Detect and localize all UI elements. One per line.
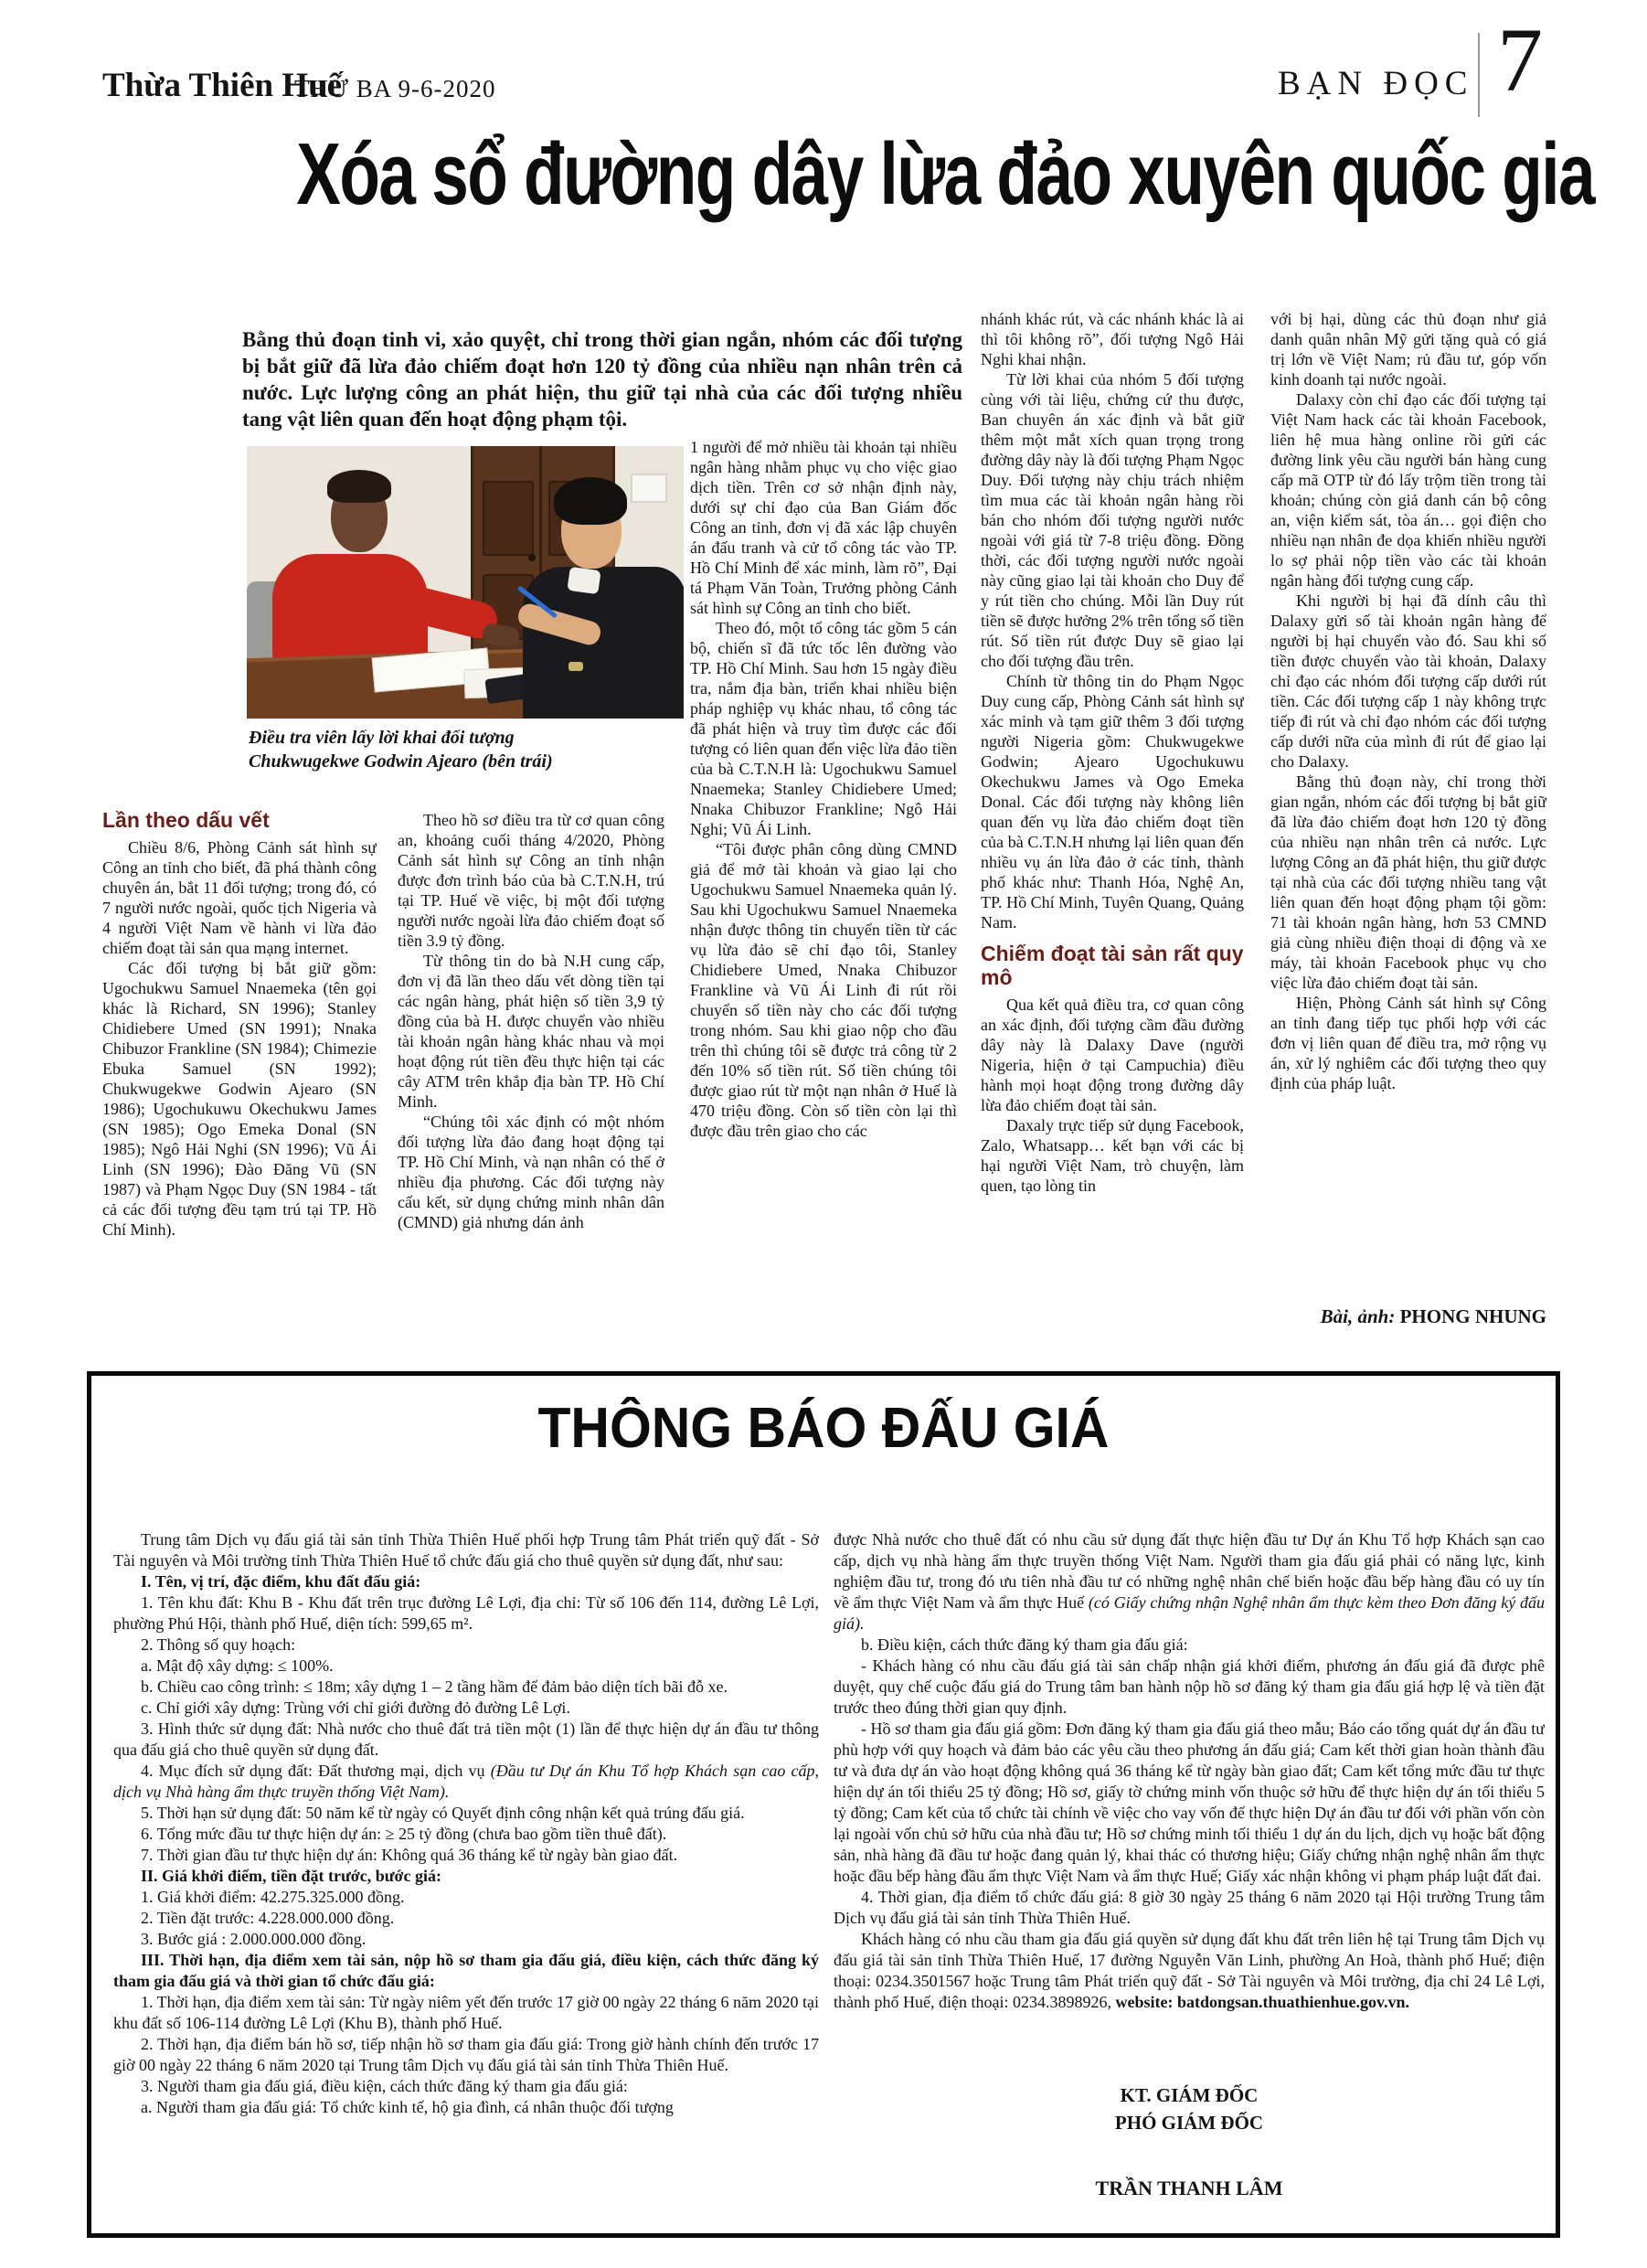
article-paragraph: Các đối tượng bị bắt giữ gồm: Ugochukwu Samuel Nnaemeka (tên gọi khác là Richard, SN 1996); Stanley Chidiebere Umed (SN 1991); Nnaka Chibuzor Frankline (SN 1984); Chimezie Ebuka Samuel (SN 1992); Chukwugekwe Godwin Ajearo (SN 1986); Ugochukuwu Okechukwu James (SN 1985); Ogo Emeka Donal (SN 1985); Ngô Hải Nghi (SN 1996); Vũ Ái Linh (SN 1996); Đào Đăng Vũ (SN 1987) và Phạm Ngọc Duy (SN 1984 - tất cả các đối tượng đều tạm trú tại TP. Hồ Chí Minh). — [102, 959, 377, 1239]
article-column-4 — [981, 309, 1244, 1348]
notice-heading-1: I. Tên, vị trí, đặc điểm, khu đất đấu giá: — [141, 1572, 421, 1591]
article-headline-text: Xóa sổ đường dây lừa đảo xuyên quốc gia — [296, 125, 1595, 223]
photo-caption-line1: Điều tra viên lấy lời khai đối tượng — [249, 728, 515, 748]
photo-door-knob — [528, 554, 536, 561]
notice-paragraph: b. Điều kiện, cách thức đăng ký tham gia đấu giá: — [861, 1635, 1188, 1654]
notice-website-bold: website: batdongsan.thuathienhue.gov.vn. — [1115, 1993, 1410, 2011]
notice-paragraph: 6. Tổng mức đầu tư thực hiện dự án: ≥ 25 tỷ đồng (chưa bao gồm tiền thuê đất). — [141, 1825, 667, 1843]
auction-notice-title — [91, 1396, 1556, 1461]
notice-paragraph: c. Chỉ giới xây dựng: Trùng với chỉ giới đường đỏ đường Lê Lợi. — [141, 1698, 570, 1717]
notice-text-italic: (có Giấy chứng nhận Nghệ nhân ẩm thực kèm theo Đơn đăng ký đấu giá). — [834, 1593, 1545, 1633]
notice-paragraph: a. Mật độ xây dựng: ≤ 100%. — [141, 1656, 334, 1675]
article-paragraph: Hiện, Phòng Cảnh sát hình sự Công an tỉnh đang tiếp tục phối hợp với các đơn vị liên quan để điều tra, mở rộng vụ án, xử lý nghiêm các đối tượng theo quy định của pháp luật. — [1270, 994, 1546, 1092]
byline-prefix: Bài, ảnh: — [1320, 1305, 1396, 1327]
edition-date: THỨ BA 9-6-2020 — [294, 75, 496, 102]
article-lead: Bằng thủ đoạn tinh vi, xảo quyệt, chỉ trong thời gian ngắn, nhóm các đối tượng bị bắt giữ đã lừa đảo chiếm đoạt hơn 120 tỷ đồng của nhiều nạn nhân trên cả nước. Lực lượng công an phát hiện, thu giữ tại nhà của các đối tượng nhiều tang vật liên quan đến hoạt động phạm tội. — [242, 328, 962, 431]
notice-paragraph — [834, 1929, 1545, 2013]
article-paragraph: 1 người để mở nhiều tài khoản tại nhiều ngân hàng nhằm phục vụ cho việc giao dịch tiền. Trên cơ sở nhận định này, dưới sự chỉ đạo của Ban Giám đốc Công an tỉnh, đơn vị đã xác lập chuyên án đấu tranh và cử tổ công tác vào TP. Hồ Chí Minh để xác minh, làm rõ”, Đại tá Phạm Văn Toàn, Trưởng phòng Cảnh sát hình sự Công an tỉnh cho biết. — [690, 438, 957, 617]
photo-person-right-body — [523, 567, 684, 719]
notice-paragraph: 7. Thời gian đầu tư thực hiện dự án: Không quá 36 tháng kể từ ngày bàn giao đất. — [141, 1846, 678, 1864]
notice-paragraph: 2. Tiền đặt trước: 4.228.000.000 đồng. — [141, 1909, 395, 1927]
article-paragraph: Từ lời khai của nhóm 5 đối tượng cùng với tài liệu, chứng cứ thu được, Ban chuyên án xác định và bắt giữ thêm một mắt xích quan trọng trong đường dây này là đối tượng Phạm Ngọc Duy. Đối tượng này chịu trách nhiệm tìm mua các tài khoản ngân hàng rồi bán cho nhóm đối tượng người nước ngoài với giá từ 7-8 triệu đồng. Đồng thời, các đối tượng người nước ngoài này cũng giao lại tài khoản cho Duy để y rút tiền cho chúng. Mỗi lần Duy rút tiền sẽ được hưởng 2% trên tổng số tiền rút. Số tiền rút được Duy sẽ giao lại cho đối tượng đầu trên. — [981, 370, 1244, 670]
photo-wall-vent — [631, 474, 667, 503]
photo-caption-line2: Chukwugekwe Godwin Ajearo (bên trái) — [249, 751, 553, 772]
notice-paragraph: b. Chiều cao công trình: ≤ 18m; xây dựng 1 – 2 tầng hầm để đảm bảo diện tích bãi đỗ xe. — [141, 1677, 728, 1696]
notice-paragraph: - Hồ sơ tham gia đấu giá gồm: Đơn đăng ký tham gia đấu giá theo mẫu; Báo cáo tổng quát dự án đầu tư phù hợp với quy hoạch và đảm bảo các yêu cầu theo phương án đấu giá; Cam kết thời gian hoàn thành đầu tư và đưa dự án vào hoạt động không quá 36 tháng kể từ ngày bàn giao đất; Cam kết tổng mức đầu tư thực hiện dự án tối thiểu 25 tỷ đồng; Hồ sơ, giấy tờ chứng minh vốn thuộc sở hữu để thực hiện dự án tối thiểu 5 tỷ đồng; Cam kết của tổ chức tài chính về việc cho vay vốn để thực hiện Dự án đầu tư đối với phần vốn còn lại ngoài vốn chủ sở hữu của nhà đầu tư; Hồ sơ chứng minh tối thiểu 1 dự án du lịch, dịch vụ hoặc bất động sản, nhà hàng đã đầu tư hoặc đang quản lý, khai thác có thương hiệu; Giấy chứng nhận nghệ nhân ẩm thực hoặc đầu bếp hàng đầu ẩm thực Việt Nam và ẩm thực Huế; Giấy xác nhận không vi phạm pháp luật đất đai. — [834, 1720, 1545, 1885]
masthead-logo: Thừa Thiên Huế — [102, 67, 343, 104]
notice-paragraph: - Khách hàng có nhu cầu đấu giá tài sản chấp nhận giá khởi điểm, phương án đấu giá đã được phê duyệt, quy chế cuộc đấu giá do Trung tâm ban hành nộp hồ sơ đăng ký tham gia đấu giá hợp lệ và tiền đặt trước theo đúng thời gian quy định. — [834, 1656, 1545, 1717]
article-byline — [1270, 1305, 1546, 1328]
photo-caption — [249, 726, 687, 773]
notice-paragraph: 2. Thông số quy hoạch: — [141, 1635, 296, 1654]
notice-paragraph: a. Người tham gia đấu giá: Tổ chức kinh tế, hộ gia đình, cá nhân thuộc đối tượng — [141, 2098, 674, 2116]
header-divider — [1478, 33, 1480, 117]
article-paragraph: với bị hại, dùng các thủ đoạn như giả danh quân nhân Mỹ gửi tặng quà có giá trị lớn về Việt Nam; rủ đầu tư, góp vốn kinh doanh tại nước ngoài. — [1270, 310, 1546, 389]
article-paragraph: “Tôi được phân công dùng CMND giả để mở tài khoản và giao lại cho Ugochukwu Samuel Nnaemeka quản lý. Sau khi Ugochukwu Samuel Nnaemeka nhận được thông tin chuyển tiền từ các vụ lừa đảo sẽ chỉ đạo tôi, Stanley Chidiebere Umed, Nnaka Chibuzor Frankline và Vũ Ái Linh đi rút rồi chuyển số tiền này cho các đối tượng trong nhóm. Sau khi giao nộp cho đầu trên thì chúng tôi sẽ được trả công từ 2 đến 10% số tiền rút. Số tiền chúng tôi được giao rút từ một nạn nhân ở Huế là 470 triệu đồng. Còn số tiền còn lại thì được đầu trên giao cho các — [690, 840, 957, 1140]
auction-notice-column-right — [834, 1529, 1545, 2078]
notice-signature-block — [834, 2082, 1545, 2202]
notice-paragraph — [113, 1761, 819, 1803]
photo-watch — [568, 662, 583, 671]
notice-text-italic: (Đầu tư Dự án Khu Tổ hợp Khách sạn cao cấp, dịch vụ Nhà hàng ẩm thực truyền thống Việt Nam). — [113, 1762, 819, 1801]
section-name: BẠN ĐỌC — [1278, 65, 1474, 102]
article-paragraph: Chính từ thông tin do Phạm Ngọc Duy cung cấp, Phòng Cảnh sát hình sự xác minh và tạm giữ thêm 3 đối tượng người Nigeria gồm: Chukwugekwe Godwin; Ajearo Ugochukuwu Okechukwu James và Ogo Emeka Donal. Các đối tượng này không liên quan đến vụ lừa đảo chiếm đoạt tiền của bà C.T.N.H nhưng lại liên quan đến nhiều vụ án lừa đảo ở các tỉnh, thành phố khác như: Thanh Hóa, Nghệ An, TP. Hồ Chí Minh, Tuyên Quang, Quảng Nam. — [981, 672, 1244, 932]
notice-text: 4. Mục đích sử dụng đất: Đất thương mại, dịch vụ — [141, 1762, 491, 1780]
article-column-2 — [398, 810, 664, 1351]
notice-paragraph: 5. Thời hạn sử dụng đất: 50 năm kể từ ngày có Quyết định công nhận kết quả trúng đấu giá. — [141, 1804, 745, 1822]
notice-paragraph: 3. Người tham gia đấu giá, điều kiện, cách thức đăng ký tham gia đấu giá: — [141, 2077, 628, 2095]
signature-title-line1: KT. GIÁM ĐỐC — [1120, 2084, 1259, 2106]
notice-text: Khách hàng có nhu cầu tham gia đấu giá quyền sử dụng đất khu đất trên liên hệ tại Trung tâm Dịch vụ đấu giá tài sản tỉnh Thừa Thiên Huế, 17 đường Nguyễn Văn Linh, phường An Hoà, thành phố Huế; điện thoại: 0234.3501567 hoặc Trung tâm Phát triển quỹ đất - Sở Tài nguyên và Môi trường, địa chỉ 24 Lê Lợi, thành phố Huế, điện thoại: 0234.3898926, — [834, 1930, 1545, 2011]
photo-person-left-hair — [327, 470, 391, 503]
article-subhead-1: Lần theo dấu vết — [102, 808, 270, 832]
photo-person-right-hair — [554, 477, 627, 525]
article-column-5 — [1270, 309, 1546, 1296]
page-number: 7 — [1497, 9, 1543, 111]
article-subhead-2: Chiếm đoạt tài sản rất quy mô — [981, 942, 1244, 989]
article-paragraph: Từ thông tin do bà N.H cung cấp, đơn vị đã lần theo dấu vết dòng tiền tại các ngân hàng, phát hiện số tiền 3,9 tỷ đồng của bà H. được chuyển vào nhiều tài khoản ngân hàng khác nhau và mọi hoạt động rút tiền đều thực hiện tại các cây ATM trên khắp địa bàn TP. Hồ Chí Minh. — [398, 952, 664, 1111]
article-paragraph: Dalaxy còn chỉ đạo các đối tượng tại Việt Nam hack các tài khoản Facebook, liên hệ mua hàng online rồi gửi các đường link yêu cầu người bán hàng cung cấp mã OTP từ đó lấy trộm tiền trong tài khoản; chúng còn giả danh cán bộ công an, viện kiểm sát, tòa án… gọi điện cho nhiều nạn nhân đe dọa khiến nhiều người lo sợ phải nộp tiền vào các tài khoản ngân hàng đối tượng cung cấp. — [1270, 390, 1546, 590]
notice-paragraph: 3. Hình thức sử dụng đất: Nhà nước cho thuê đất trả tiền một (1) lần để thực hiện dự án đầu tư thông qua đấu giá cho thuê quyền sử dụng đất. — [113, 1720, 819, 1759]
notice-paragraph: 1. Tên khu đất: Khu B - Khu đất trên trục đường Lê Lợi, địa chỉ: Từ số 106 đến 114, đường Lê Lợi, phường Phú Hội, thành phố Huế, diện tích: 599,65 m². — [113, 1593, 819, 1633]
signature-title-line2: PHÓ GIÁM ĐỐC — [1114, 2112, 1264, 2134]
byline-author: PHONG NHUNG — [1395, 1305, 1546, 1327]
notice-heading-3: III. Thời hạn, địa điểm xem tài sản, nộp hồ sơ tham gia đấu giá, điều kiện, cách thức đăng ký tham gia đấu giá và thời gian tổ chức đấu giá: — [113, 1951, 819, 1990]
signature-name: TRẦN THANH LÂM — [1095, 2177, 1283, 2199]
notice-paragraph: 3. Bước giá : 2.000.000.000 đồng. — [141, 1930, 367, 1948]
article-paragraph: “Chúng tôi xác định có một nhóm đối tượng lừa đảo đang hoạt động tại TP. Hồ Chí Minh, và nạn nhân có thể ở nhiều địa phương. Các đối tượng này cấu kết, sử dụng chứng minh nhân dân (CMND) giả nhưng dán ảnh — [398, 1113, 664, 1231]
article-column-1 — [102, 808, 377, 1347]
article-headline — [91, 124, 1595, 225]
photo-door-panel — [483, 481, 534, 556]
article-paragraph: Bằng thủ đoạn này, chỉ trong thời gian ngắn, nhóm các đối tượng bị bắt giữ đã lừa đảo chiếm đoạt hơn 120 tỷ đồng của nhiều nạn nhân trên cả nước. Lực lượng Công an đã phát hiện, thu giữ được tại nhà của các đối tượng nhiều tang vật liên quan đến hoạt động phạm tội gồm: 71 tài khoản ngân hàng, hơn 53 CMND giả cùng nhiều điện thoại di động và xe máy, tài khoản Facebook phục vụ cho việc lừa đảo chiếm đoạt tài sản. — [1270, 772, 1546, 992]
notice-paragraph: 1. Thời hạn, địa điểm xem tài sản: Từ ngày niêm yết đến trước 17 giờ 00 ngày 22 tháng 6 năm 2020 tại khu đất số 106-114 đường Lê Lợi (Khu B), thành phố Huế. — [113, 1993, 819, 2032]
article-paragraph: Qua kết quả điều tra, cơ quan công an xác định, đối tượng cầm đầu đường dây này là Dalaxy Dave (người Nigeria, hiện ở tại Campuchia) điều hành mọi hoạt động trong đường dây lừa đảo chiếm đoạt tài sản. — [981, 996, 1244, 1114]
article-paragraph: Khi người bị hại đã dính câu thì Dalaxy gửi số tài khoản ngân hàng để người bị hại chuyển vào đó. Sau khi số tiền được chuyển vào tài khoản, Dalaxy chỉ đạo các nhóm đối tượng cấp dưới rút tiền. Các đối tượng cấp 1 này không trực tiếp đi rút và chỉ đạo nhóm các đối tượng cấp dưới nữa của mình đi rút để giao lại cho Dalaxy. — [1270, 591, 1546, 771]
notice-paragraph: Trung tâm Dịch vụ đấu giá tài sản tỉnh Thừa Thiên Huế phối hợp Trung tâm Phát triển quỹ đất - Sở Tài nguyên và Môi trường tỉnh Thừa Thiên Huế tổ chức đấu giá cho thuê quyền sử dụng đất, như sau: — [113, 1530, 819, 1570]
notice-paragraph: 2. Thời hạn, địa điểm bán hồ sơ, tiếp nhận hồ sơ tham gia đấu giá: Trong giờ hành chính đến trước 17 giờ 00 ngày 22 tháng 6 năm 2020 tại Trung tâm Dịch vụ đấu giá tài sản tỉnh Thừa Thiên Huế. — [113, 2035, 819, 2074]
auction-notice-column-left — [113, 1529, 819, 2224]
article-paragraph: Chiều 8/6, Phòng Cảnh sát hình sự Công an tỉnh cho biết, đã phá thành công chuyên án, bắt 11 đối tượng; trong đó, có 7 người nước ngoài, quốc tịch Nigeria và 4 người Việt Nam về hành vi lừa đảo chiếm đoạt tài sản qua mạng internet. — [102, 838, 377, 957]
notice-paragraph: 4. Thời gian, địa điểm tổ chức đấu giá: 8 giờ 30 ngày 25 tháng 6 năm 2020 tại Hội trường Trung tâm Dịch vụ đấu giá tài sản tỉnh Thừa Thiên Huế. — [834, 1888, 1545, 1927]
notice-text: được Nhà nước cho thuê đất có nhu cầu sử dụng đất thực hiện đầu tư Dự án Khu Tổ hợp Khách sạn cao cấp, dịch vụ nhà hàng ẩm thực truyền thống Việt Nam. Người tham gia đấu giá phải có năng lực, kinh nghiệm đầu tư, trong đó ưu tiên nhà đầu tư có những nghệ nhân chế biến hoặc đầu bếp hàng đầu có uy tín về ẩm thực Việt Nam và ẩm thực Huế — [834, 1530, 1545, 1612]
article-paragraph: Theo đó, một tổ công tác gồm 5 cán bộ, chiến sĩ đã tức tốc lên đường vào TP. Hồ Chí Minh. Sau hơn 15 ngày điều tra, nắm địa bàn, triển khai nhiều biện pháp nghiệp vụ khác nhau, tổ công tác đã phát hiện và truy tìm được các đối tượng có liên quan đến việc lừa đảo tiền của bà C.T.N.H là: Ugochukwu Samuel Nnaemeka; Stanley Chidiebere Umed; Nnaka Chibuzor Frankline; Ngô Hải Nghi; Vũ Ái Linh. — [690, 619, 957, 838]
article-paragraph: Theo hồ sơ điều tra từ cơ quan công an, khoảng cuối tháng 4/2020, Phòng Cảnh sát hình sự Công an tỉnh nhận được đơn trình báo của bà C.T.N.H, trú tại TP. Huế về việc, bị một đối tượng người nước ngoài lừa đảo chiếm đoạt số tiền 3.9 tỷ đồng. — [398, 811, 664, 950]
article-paragraph: Daxaly trực tiếp sử dụng Facebook, Zalo, Whatsapp… kết bạn với các bị hại người Việt Nam, trò chuyện, làm quen, tạo lòng tin — [981, 1116, 1244, 1195]
notice-paragraph — [834, 1529, 1545, 1634]
notice-heading-2: II. Giá khởi điểm, tiền đặt trước, bước giá: — [141, 1867, 442, 1885]
notice-paragraph: 1. Giá khởi điểm: 42.275.325.000 đồng. — [141, 1888, 405, 1906]
auction-notice-box — [87, 1371, 1560, 2238]
photo-person-right-collar — [567, 567, 600, 594]
article-paragraph: nhánh khác rút, và các nhánh khác là ai thì tôi không rõ”, đối tượng Ngô Hải Nghi khai nhận. — [981, 310, 1244, 368]
article-column-3 — [690, 437, 957, 1348]
auction-notice-title-text: THÔNG BÁO ĐẤU GIÁ — [537, 1397, 1110, 1460]
article-photo — [247, 446, 684, 719]
